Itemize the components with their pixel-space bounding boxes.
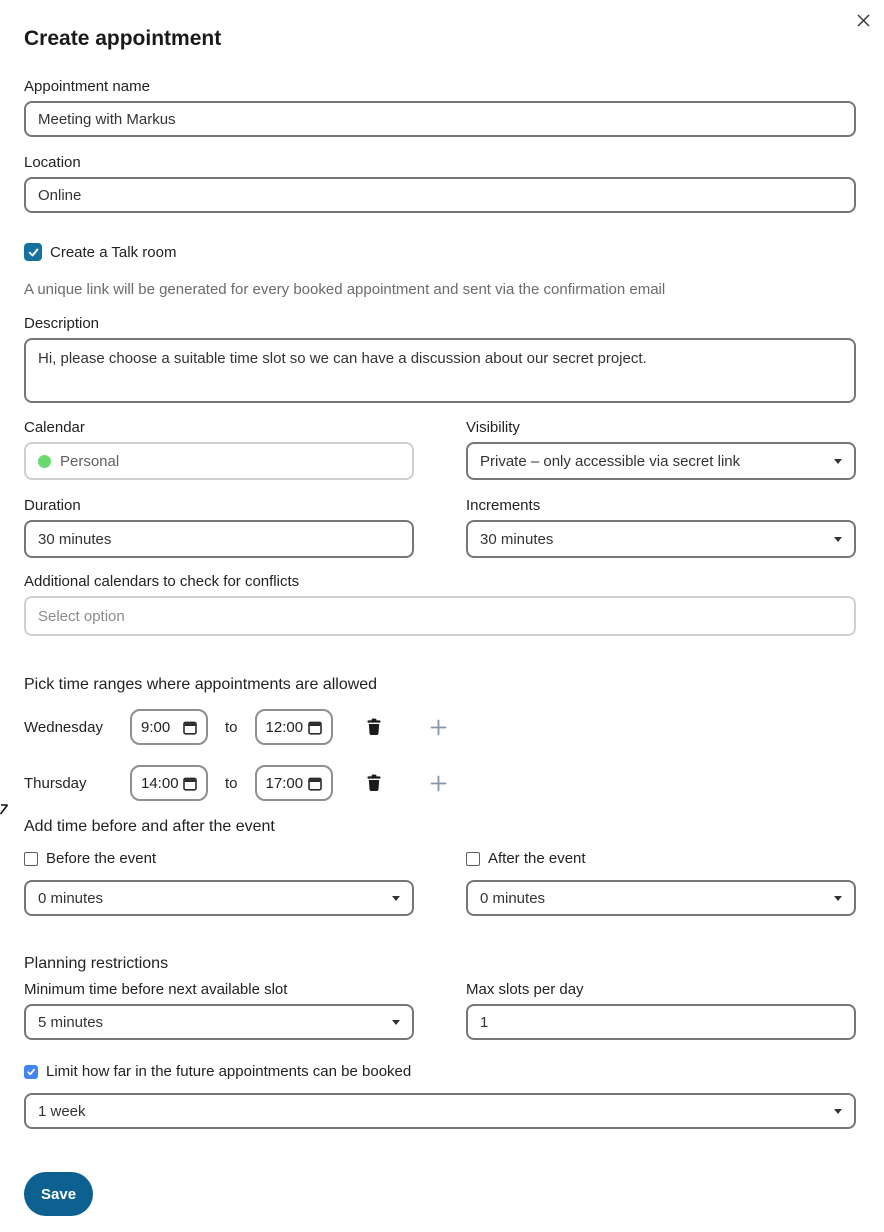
planning-row: [24, 981, 856, 1040]
start-time-value: 9:00: [141, 718, 171, 736]
duration-increments-row: [24, 497, 856, 558]
limit-future-value: 1 week: [38, 1102, 86, 1120]
talk-room-row: [24, 243, 856, 261]
end-time-input[interactable]: [255, 709, 333, 745]
calendar-color-dot: [38, 455, 51, 468]
planning-heading: Planning restrictions: [24, 955, 169, 972]
additional-calendars-input[interactable]: [24, 596, 856, 636]
after-event-checkbox-row: [466, 850, 856, 867]
increments-value: 30 minutes: [480, 530, 554, 548]
buffer-row: [24, 850, 856, 916]
day-label: Thursday: [24, 774, 87, 792]
checkmark-icon: [27, 246, 40, 259]
talk-room-hint: A unique link will be generated for every booked appointment and sent via the confirmation email: [24, 281, 666, 298]
visibility-group: [466, 419, 856, 480]
save-button[interactable]: [24, 1172, 93, 1216]
min-time-label: Minimum time before next available slot: [24, 981, 288, 998]
time-range-row: [24, 709, 856, 745]
start-time-input[interactable]: [130, 765, 208, 801]
appointment-name-input[interactable]: [24, 101, 856, 137]
limit-future-select[interactable]: [24, 1093, 856, 1129]
time-range-row: [24, 765, 856, 801]
limit-future-row: [24, 1063, 856, 1080]
location-label: Location: [24, 154, 81, 171]
after-event-select[interactable]: [466, 880, 856, 916]
min-time-select[interactable]: [24, 1004, 414, 1040]
visibility-value: Private – only accessible via secret link: [480, 452, 741, 470]
increments-group: [466, 497, 856, 558]
close-icon: [856, 13, 871, 28]
duration-group: [24, 497, 414, 558]
chevron-down-icon: [834, 537, 842, 542]
duration-input[interactable]: [24, 520, 414, 558]
end-time-value: 12:00: [265, 718, 304, 736]
before-event-checkbox-row: [24, 850, 414, 867]
appointment-name-label: Appointment name: [24, 78, 150, 95]
calendar-visibility-row: [24, 419, 856, 480]
visibility-label: Visibility: [466, 419, 520, 436]
calendar-picker-icon[interactable]: [308, 776, 322, 791]
to-label: to: [225, 774, 238, 792]
additional-calendars-label: Additional calendars to check for conflicts: [24, 573, 300, 590]
buffer-heading: Add time before and after the event: [24, 818, 275, 835]
max-slots-group: [466, 981, 856, 1040]
delete-time-range-button[interactable]: [364, 772, 384, 794]
chevron-down-icon: [834, 896, 842, 901]
before-event-group: [24, 850, 414, 916]
max-slots-input[interactable]: [466, 1004, 856, 1040]
end-time-value: 17:00: [265, 774, 304, 792]
calendar-picker-icon[interactable]: [308, 720, 322, 735]
chevron-down-icon: [392, 1020, 400, 1025]
limit-future-label[interactable]: Limit how far in the future appointments can be booked: [46, 1063, 412, 1080]
plus-icon: [430, 719, 447, 736]
start-time-value: 14:00: [141, 774, 179, 792]
calendar-label: Calendar: [24, 419, 85, 436]
calendar-picker-icon[interactable]: [183, 776, 197, 791]
close-button[interactable]: [851, 8, 875, 32]
talk-room-checkbox[interactable]: [24, 243, 42, 261]
before-event-checkbox[interactable]: [24, 852, 38, 866]
calendar-picker-icon[interactable]: [183, 720, 197, 735]
to-label: to: [225, 718, 238, 736]
plus-icon: [430, 775, 447, 792]
add-time-range-button[interactable]: [428, 717, 449, 738]
time-ranges-heading: Pick time ranges where appointments are allowed: [24, 676, 378, 693]
min-time-value: 5 minutes: [38, 1013, 104, 1031]
appointment-name-group: [24, 78, 856, 137]
max-slots-label: Max slots per day: [466, 981, 584, 998]
checkmark-icon: [26, 1067, 36, 1077]
limit-future-checkbox[interactable]: [24, 1065, 38, 1079]
description-textarea[interactable]: [24, 338, 856, 403]
delete-time-range-button[interactable]: [364, 716, 384, 738]
additional-calendars-group: [24, 573, 856, 636]
trash-icon: [366, 774, 382, 792]
calendar-value: Personal: [60, 452, 120, 470]
min-time-group: [24, 981, 414, 1040]
trash-icon: [366, 718, 382, 736]
calendar-field[interactable]: [24, 442, 414, 480]
after-event-group: [466, 850, 856, 916]
after-event-label[interactable]: After the event: [488, 850, 586, 867]
description-label: Description: [24, 315, 100, 332]
calendar-group: [24, 419, 414, 480]
save-button-label: Save: [41, 1185, 77, 1203]
add-time-range-button[interactable]: [428, 773, 449, 794]
increments-select[interactable]: [466, 520, 856, 558]
chevron-down-icon: [834, 1109, 842, 1114]
chevron-down-icon: [392, 896, 400, 901]
before-event-select[interactable]: [24, 880, 414, 916]
dialog-title: Create appointment: [24, 27, 222, 50]
end-time-input[interactable]: [255, 765, 333, 801]
location-group: [24, 154, 856, 213]
day-label: Wednesday: [24, 718, 103, 736]
before-event-label[interactable]: Before the event: [46, 850, 157, 867]
after-event-value: 0 minutes: [480, 889, 546, 907]
location-input[interactable]: [24, 177, 856, 213]
talk-room-label[interactable]: Create a Talk room: [50, 243, 177, 261]
chevron-down-icon: [834, 459, 842, 464]
after-event-checkbox[interactable]: [466, 852, 480, 866]
description-group: [24, 315, 856, 403]
visibility-select[interactable]: [466, 442, 856, 480]
increments-label: Increments: [466, 497, 541, 514]
start-time-input[interactable]: [130, 709, 208, 745]
before-event-value: 0 minutes: [38, 889, 104, 907]
duration-label: Duration: [24, 497, 81, 514]
